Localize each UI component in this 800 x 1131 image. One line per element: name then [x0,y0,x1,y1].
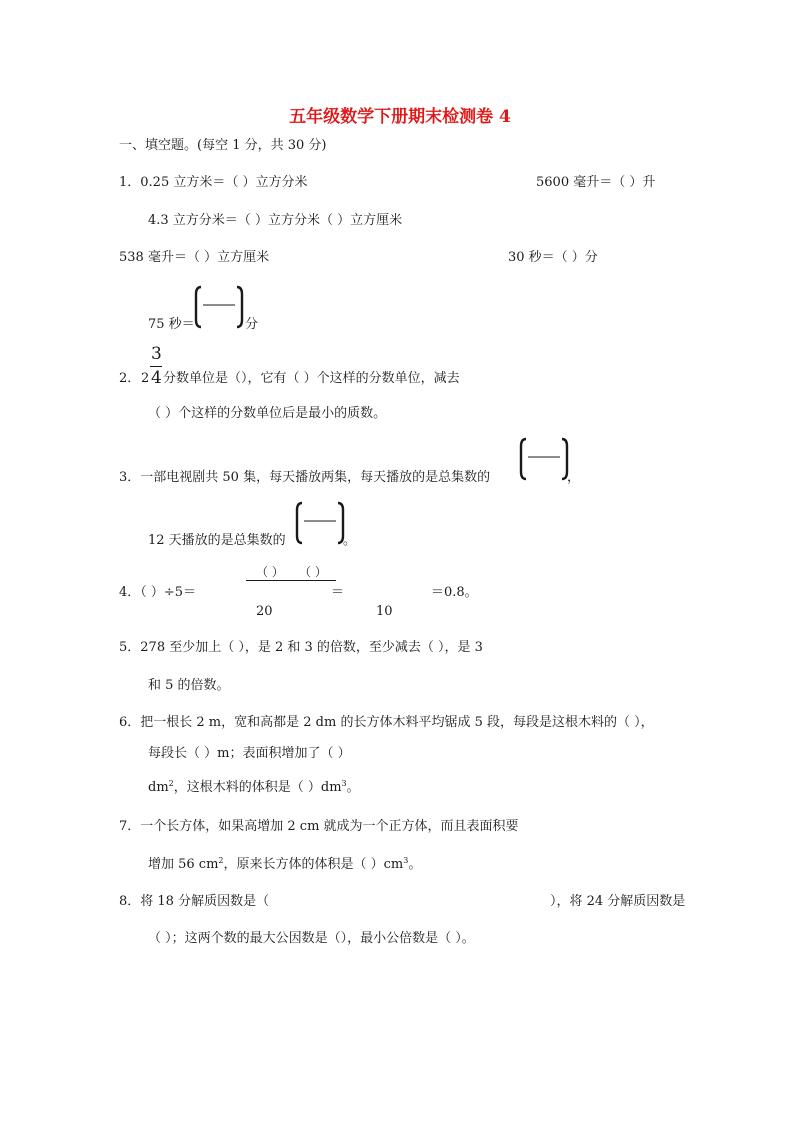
q3-line2-end: 。 [343,533,357,548]
q4-fraction-bar [246,580,336,581]
q4-equals: ＝ [331,585,345,600]
q6-line2: 每段长（ ）m；表面积增加了（ ） [148,746,351,761]
q3-line1: 3．一部电视剧共 50 集，每天播放两集，每天播放的是总集数的 [119,470,491,485]
page-title: 五年级数学下册期末检测卷 4 [289,107,511,127]
q2-prefix: 2． [119,371,141,386]
q1-line4-suffix: 分 [245,317,259,332]
q2-line1: 分数单位是（），它有（ ）个这样的分数单位，减去 [163,371,460,386]
q4-suffix: ＝0.8。 [431,585,478,600]
q7-line2: 增加 56 $cm^2$，原来长方体的体积是（ ）$cm^3$。 [148,856,422,872]
q4-denominator-1: 20 [256,604,273,619]
q3-line2: 12 天播放的是总集数的 [148,533,286,548]
q2-line2: （ ）个这样的分数单位后是最小的质数。 [148,406,387,421]
q4-denominator-2: 10 [376,604,393,619]
q1-line3-left: 538 毫升＝（ ）立方厘米 [119,250,270,265]
q1-line2: 4.3 立方分米＝（ ）立方分米（ ）立方厘米 [148,213,403,228]
mixed-fraction-bar [150,366,162,367]
fraction-blank-box [193,284,245,330]
q8-line1-left: 8．将 18 分解质因数是（ [119,894,270,909]
fraction-blank-box [518,436,570,482]
q5-line2: 和 5 的倍数。 [148,678,230,693]
fraction-blank-box [294,500,346,546]
q7-line1: 7．一个长方体，如果高增加 2 cm 就成为一个正方体，而且表面积要 [119,819,519,834]
q1-line1-right: 5600 毫升＝（ ）升 [536,175,656,190]
q8-line1-right: ），将 24 分解质因数是 [550,894,686,909]
mixed-numerator: 3 [151,344,162,364]
q1-line3-right: 30 秒＝（ ）分 [508,250,598,265]
q4-numerator-2: （ ） [299,565,327,579]
mixed-whole: 2 [141,371,150,386]
section-heading: 一、填空题。(每空 1 分，共 30 分) [119,138,327,153]
q5-line1: 5．278 至少加上（ ），是 2 和 3 的倍数，至少减去（ ），是 3 [119,640,483,655]
q1-line1-left: 1．0.25 立方米＝（ ）立方分米 [119,175,308,190]
q6-line3: $dm^2$，这根木料的体积是（ ）$dm^3$。 [148,779,360,795]
mixed-denominator: 4 [151,368,162,388]
q1-line4-prefix: 75 秒＝ [148,317,195,332]
q6-line1: 6．把一根长 2 m，宽和高都是 2 dm 的长方体木料平均锯成 5 段，每段是这根木料的（ ）， [119,715,654,730]
q8-line2: （ ）；这两个数的最大公因数是（），最小公倍数是（ ）。 [148,931,475,946]
q4-numerator-1: （ ） [256,565,284,579]
q4-prefix: 4．（ ）÷5＝ [119,585,197,600]
q3-line1-end: ， [567,470,581,485]
